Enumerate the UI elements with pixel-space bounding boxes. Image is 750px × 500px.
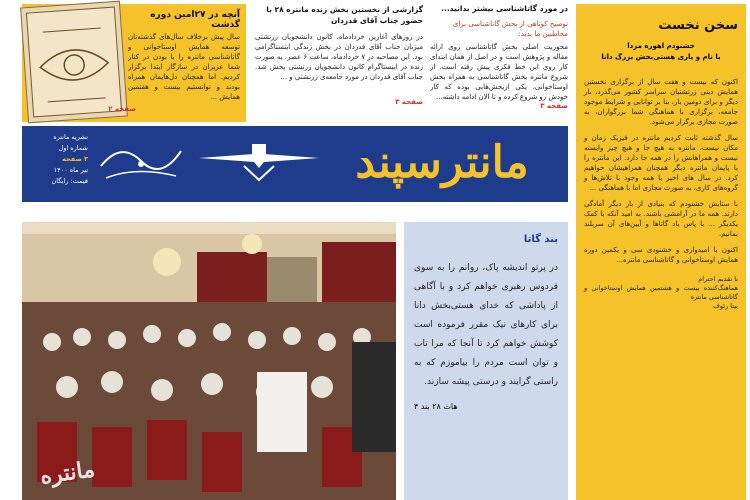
top-right-ref[interactable]: صفحه ۳ — [540, 102, 568, 110]
meta-line: شماره اول — [58, 144, 88, 152]
photo-watermark-logo: مانتره — [38, 456, 97, 490]
gatha-box — [404, 222, 568, 500]
top-right-body: محوریت اصلی بخش گاتاشناسی روی ارائه مقاله و پژوهش است و در اصل از همان ابتدای کار روی این خط فکری پیش رفته است. از شروع مانتره بخش گاتاشناسی به همراه بخش اوستاخوانی، یکی ازبخش‌هایی بوده که کار خودش رو شروع کرده و تا الان ادامه داشته... — [430, 43, 568, 101]
gatha-ref: هات ۲۸ بند ۴ — [414, 402, 458, 411]
top-middle-title: گزارشی از نخستین بخش زنده مانتره ۲۸ با حضور جناب آقای قدردان — [266, 5, 423, 25]
top-right-subtitle: توضیح کوتاهی از بخش گاتاشناسی برای مخاطبین ما بدید: — [452, 20, 568, 38]
top-left-body: سال پیش برخلاف سال‌های گذشته‌تان توسعه همایش اوستاخوانی و گاتاشناسی مانتره را با بودن در کنار شما عزیزان در سازگار ابتدا برگزار کردیم. اما همچنان دل‌هایمان همراه بودند و توانستیم بیست و هفتمین همایش ... — [128, 33, 240, 101]
editorial-body-3: با ستایش خشنودم که بنیادی از بار دیگر آمادگی دارند. همه ما در آرامشی باشند. به امید آنکه با کمک یکدیگر ... با پاس باد گاتاها و آیین‌های آن سربلند بمانیم. — [584, 200, 738, 238]
top-right-title: در مورد گاتاشناسی بیشتر بدانید... — [441, 4, 568, 13]
editorial-body-2: سال گذشته ثابت کردیم مانتره در فیزیک زمان و مکان نیست، مانتره به هیچ جا و هیچ چیز وابسته نیست و همراهانش را در همه جا دارد. این مانتره را با پایمان مانتره دیگر همچنان همراهیشان خواهیم کرد. در سال های اخیر با همه وجود با تلاش‌ها و گروه‌های کاری، به صورت مجازی اما با هماهنگی ... — [584, 134, 738, 192]
meta-line: ۳ صفحه — [62, 155, 88, 163]
meta-line: تیر ماه ۱۴۰۰ — [53, 166, 88, 174]
editorial-body-1: اکنون که بیست و هفت سال از برگزاری نخستین همایش دینی زرتشتیان سراسر کشور می‌گذرد، بار دیگر و برای دومین بار، بنا بر توانایی و شرایط موجود جامعه، برگزاری با هماهنگی شما بزرگواران، به صورت مجازی برگزار می‌شود. — [584, 78, 738, 126]
top-left-box — [22, 4, 246, 122]
gatha-body: در پرتو اندیشه پاک، روانم را به سوی فردوس رهبری خواهم کرد و با آگاهی از پاداشی که خدای هستی‌بخش دانا برای کارهای نیک مقرر فرموده است کوشش خواهم کرد تا آنجا که مرا تاب و توان است مردم را بیاموزم که به راستی گرایند و درستی پیشه سازند. — [414, 263, 558, 387]
top-left-ref[interactable]: صفحه ۲ — [108, 105, 136, 113]
masthead — [22, 126, 568, 202]
masthead-logo: مانترسپند — [355, 137, 529, 188]
top-middle-ref[interactable]: صفحه ۳ — [395, 98, 423, 106]
top-left-title: آنچه در ۲۷امین دوره گذشت — [150, 10, 240, 30]
masthead-meta — [26, 132, 88, 187]
faravahar-icon — [194, 140, 324, 186]
editorial-title: سخن نخست — [658, 18, 738, 33]
editorial-sign: با تقدیم احترام هماهنگ‌کننده بیست و هشتمین همایش اوستاخوانی و گاتاشناسی مانتره بیتا رئوف — [584, 275, 738, 310]
editorial-column — [576, 4, 746, 500]
gatha-title: بند گاتا — [523, 234, 558, 245]
event-photo — [22, 222, 396, 500]
top-middle-body: در روزهای آغازین خردادماه، کانون دانشجویان زرتشتی میزبان جناب آقای قدردان در بخش زندگی اینستاگرامی بود. این مصاحبه در ۷ خردادماه، ساعت ۶ عصر، به صورت زنده در اینستاگرام کانون دانشجویان زرتشتی پخش شد. جناب آقای قدردان در مورد جامعه‌ی زرتشتی و ... — [255, 33, 423, 81]
editorial-subtitle: خشنودم اهوره مزدا با نام و یاری هستی‌بخش بزرگ دانا — [601, 42, 721, 61]
meta-line: نشریه مانتره — [53, 133, 88, 141]
calligraphy-emblem-icon — [96, 136, 186, 191]
editorial-body-4: اکنون با امیدواری و خشنودی سی و یکمین دوره همایش اوستاخوانی و گاتاشناسی مانتره... — [584, 246, 738, 264]
top-right-box — [430, 4, 568, 122]
top-middle-box — [255, 4, 423, 122]
meta-line: قیمت: رایگان — [51, 177, 88, 185]
